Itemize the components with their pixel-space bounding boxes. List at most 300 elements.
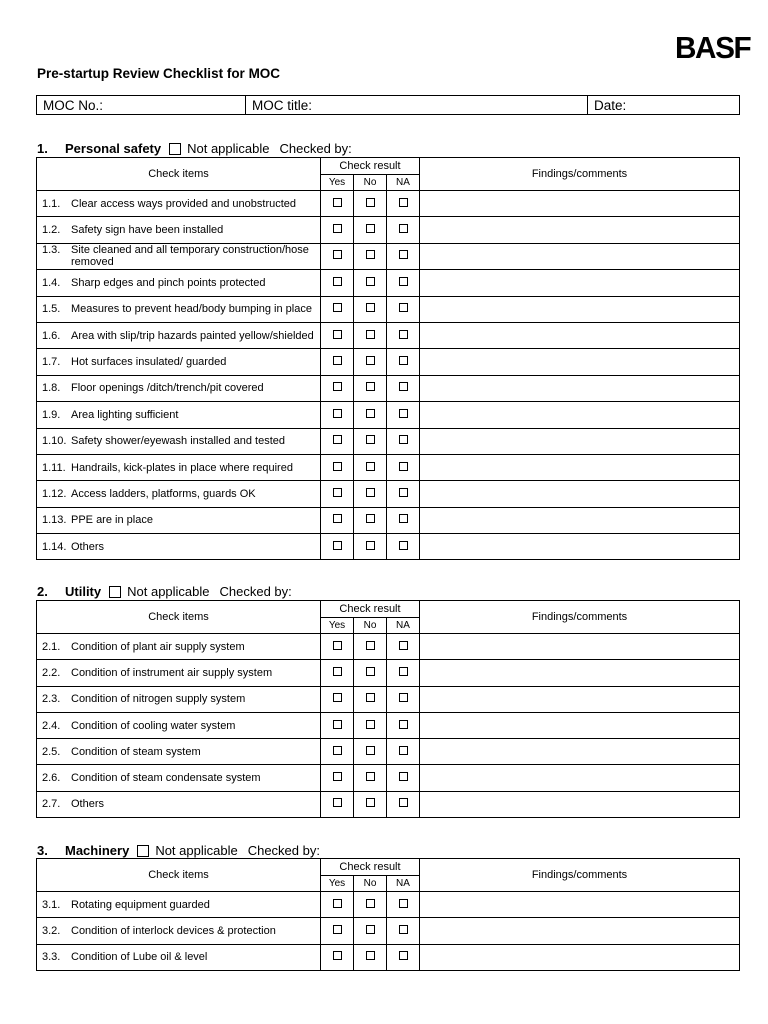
yes-checkbox[interactable]	[333, 641, 342, 650]
findings-comment-field[interactable]	[420, 402, 740, 428]
findings-comment-field[interactable]	[420, 660, 740, 686]
check-item	[42, 435, 316, 447]
no-checkbox[interactable]	[366, 925, 375, 934]
check-item	[42, 925, 316, 937]
na-checkbox-cell	[387, 270, 420, 296]
table-row	[37, 454, 740, 480]
check-result-header: Check result	[321, 859, 420, 876]
check-item	[42, 772, 316, 784]
no-checkbox[interactable]	[366, 303, 375, 312]
not-applicable-checkbox[interactable]	[169, 143, 181, 155]
moc-date-field[interactable]: Date:	[588, 96, 740, 115]
section-name: Personal safety	[65, 141, 162, 156]
section-name: Machinery	[65, 843, 130, 858]
check-item-text: Condition of steam system	[71, 745, 201, 758]
check-item-number: 2.6.	[42, 772, 61, 785]
check-item-number: 1.4.	[42, 276, 61, 289]
check-item	[42, 382, 316, 394]
check-item-number: 2.1.	[42, 640, 61, 653]
no-checkbox-cell	[354, 322, 387, 348]
check-result-header: Check result	[321, 158, 420, 175]
check-item-cell	[37, 534, 321, 560]
checklist-table-3	[36, 858, 740, 971]
na-checkbox[interactable]	[399, 746, 408, 755]
findings-comment-field[interactable]	[420, 918, 740, 944]
check-item-text: Area with slip/trip hazards painted yellow/shielded	[71, 329, 314, 342]
na-checkbox[interactable]	[399, 409, 408, 418]
check-item-text: Safety sign have been installed	[71, 224, 224, 237]
check-item	[42, 720, 316, 732]
yes-checkbox-cell	[321, 243, 354, 269]
findings-comment-field[interactable]	[420, 296, 740, 322]
findings-comment-field[interactable]	[420, 217, 740, 243]
yes-checkbox-cell	[321, 892, 354, 918]
no-checkbox-cell	[354, 712, 387, 738]
checklist-table-1	[36, 157, 740, 560]
check-item-text: Condition of nitrogen supply system	[71, 693, 246, 706]
yes-checkbox-cell	[321, 454, 354, 480]
yes-checkbox-cell	[321, 270, 354, 296]
check-item-number: 1.8.	[42, 382, 61, 395]
na-checkbox-cell	[387, 507, 420, 533]
yes-checkbox[interactable]	[333, 693, 342, 702]
page-title: Pre-startup Review Checklist for MOC	[37, 66, 281, 81]
table-row	[37, 349, 740, 375]
yes-checkbox[interactable]	[333, 198, 342, 207]
check-item	[42, 409, 316, 421]
check-item-text: Condition of interlock devices & protection	[71, 924, 276, 937]
section-header-3	[37, 843, 320, 858]
na-checkbox-cell	[387, 660, 420, 686]
na-column-header: NA	[387, 618, 420, 634]
table-row	[37, 191, 740, 217]
check-item	[42, 693, 316, 705]
table-row	[37, 481, 740, 507]
no-checkbox-cell	[354, 243, 387, 269]
checked-by-label: Checked by:	[219, 584, 292, 599]
table-row	[37, 765, 740, 791]
no-checkbox[interactable]	[366, 198, 375, 207]
table-row	[37, 375, 740, 401]
no-checkbox[interactable]	[366, 488, 375, 497]
table-row	[37, 507, 740, 533]
yes-checkbox-cell	[321, 660, 354, 686]
na-checkbox[interactable]	[399, 514, 408, 523]
check-item-cell	[37, 349, 321, 375]
check-item-text: Rotating equipment guarded	[71, 898, 210, 911]
findings-comment-field[interactable]	[420, 454, 740, 480]
check-item-cell	[37, 481, 321, 507]
na-checkbox-cell	[387, 481, 420, 507]
check-item-number: 1.3.	[42, 244, 61, 257]
check-item-number: 1.6.	[42, 329, 61, 342]
findings-comment-field[interactable]	[420, 507, 740, 533]
findings-header: Findings/comments	[420, 859, 740, 892]
na-checkbox[interactable]	[399, 641, 408, 650]
yes-checkbox[interactable]	[333, 488, 342, 497]
na-checkbox-cell	[387, 243, 420, 269]
na-checkbox[interactable]	[399, 435, 408, 444]
moc-number-field[interactable]: MOC No.:	[37, 96, 246, 115]
yes-checkbox[interactable]	[333, 277, 342, 286]
na-checkbox-cell	[387, 944, 420, 970]
check-item-cell	[37, 296, 321, 322]
yes-checkbox-cell	[321, 918, 354, 944]
no-checkbox[interactable]	[366, 382, 375, 391]
yes-checkbox[interactable]	[333, 303, 342, 312]
na-checkbox-cell	[387, 892, 420, 918]
yes-checkbox-cell	[321, 944, 354, 970]
no-column-header: No	[354, 618, 387, 634]
findings-comment-field[interactable]	[420, 349, 740, 375]
no-checkbox[interactable]	[366, 356, 375, 365]
na-checkbox-cell	[387, 534, 420, 560]
na-checkbox[interactable]	[399, 772, 408, 781]
na-checkbox[interactable]	[399, 488, 408, 497]
no-checkbox[interactable]	[366, 514, 375, 523]
no-checkbox[interactable]	[366, 462, 375, 471]
check-item-text: Condition of cooling water system	[71, 719, 236, 732]
checked-by-label: Checked by:	[247, 843, 320, 858]
na-checkbox-cell	[387, 296, 420, 322]
na-checkbox[interactable]	[399, 356, 408, 365]
section-name: Utility	[65, 584, 102, 599]
table-row	[37, 243, 740, 269]
no-checkbox-cell	[354, 375, 387, 401]
no-checkbox[interactable]	[366, 798, 375, 807]
findings-comment-field[interactable]	[420, 322, 740, 348]
check-item	[42, 244, 316, 268]
check-item-number: 2.2.	[42, 666, 61, 679]
findings-comment-field[interactable]	[420, 428, 740, 454]
na-checkbox[interactable]	[399, 693, 408, 702]
no-checkbox-cell	[354, 454, 387, 480]
check-item-cell	[37, 322, 321, 348]
no-checkbox-cell	[354, 191, 387, 217]
no-checkbox-cell	[354, 270, 387, 296]
check-item-cell	[37, 375, 321, 401]
check-item-cell	[37, 739, 321, 765]
findings-comment-field[interactable]	[420, 481, 740, 507]
yes-checkbox[interactable]	[333, 250, 342, 259]
table-header-row	[37, 158, 740, 175]
yes-checkbox[interactable]	[333, 667, 342, 676]
yes-checkbox-cell	[321, 765, 354, 791]
no-checkbox-cell	[354, 686, 387, 712]
findings-comment-field[interactable]	[420, 791, 740, 817]
check-item-number: 3.2.	[42, 924, 61, 937]
table-row	[37, 428, 740, 454]
yes-checkbox[interactable]	[333, 772, 342, 781]
checklist-table-2	[36, 600, 740, 818]
na-checkbox-cell	[387, 191, 420, 217]
no-checkbox-cell	[354, 765, 387, 791]
moc-title-field[interactable]: MOC title:	[246, 96, 588, 115]
check-item-cell	[37, 428, 321, 454]
yes-checkbox[interactable]	[333, 951, 342, 960]
findings-comment-field[interactable]	[420, 634, 740, 660]
check-item-number: 3.3.	[42, 951, 61, 964]
check-item	[42, 746, 316, 758]
check-item	[42, 198, 316, 210]
check-item	[42, 224, 316, 236]
table-row	[37, 686, 740, 712]
check-item-number: 2.7.	[42, 798, 61, 811]
check-item-number: 1.12.	[42, 487, 67, 500]
na-checkbox[interactable]	[399, 951, 408, 960]
check-item-text: Hot surfaces insulated/ guarded	[71, 356, 227, 369]
yes-checkbox-cell	[321, 322, 354, 348]
check-item-cell	[37, 634, 321, 660]
check-item	[42, 303, 316, 315]
na-checkbox[interactable]	[399, 541, 408, 550]
check-item-number: 1.1.	[42, 197, 61, 210]
check-items-header: Check items	[37, 859, 321, 892]
check-item-text: Clear access ways provided and unobstructed	[71, 197, 297, 210]
yes-checkbox-cell	[321, 402, 354, 428]
na-checkbox[interactable]	[399, 462, 408, 471]
check-item-cell	[37, 507, 321, 533]
check-items-header: Check items	[37, 158, 321, 191]
not-applicable-checkbox[interactable]	[137, 845, 149, 857]
section-number: 3.	[37, 843, 48, 858]
yes-checkbox[interactable]	[333, 356, 342, 365]
table-row	[37, 322, 740, 348]
findings-comment-field[interactable]	[420, 712, 740, 738]
check-item	[42, 462, 316, 474]
findings-comment-field[interactable]	[420, 243, 740, 269]
no-checkbox[interactable]	[366, 746, 375, 755]
not-applicable-label: Not applicable	[155, 843, 238, 858]
no-checkbox-cell	[354, 944, 387, 970]
findings-header: Findings/comments	[420, 601, 740, 634]
no-checkbox-cell	[354, 892, 387, 918]
na-checkbox-cell	[387, 322, 420, 348]
check-item-number: 1.13.	[42, 514, 67, 527]
na-checkbox-cell	[387, 454, 420, 480]
moc-info-table	[36, 95, 740, 115]
table-row	[37, 918, 740, 944]
findings-comment-field[interactable]	[420, 686, 740, 712]
no-checkbox-cell	[354, 634, 387, 660]
section-number: 2.	[37, 584, 48, 599]
check-item-cell	[37, 765, 321, 791]
check-item	[42, 356, 316, 368]
check-item-cell	[37, 660, 321, 686]
check-item-cell	[37, 892, 321, 918]
yes-checkbox-cell	[321, 739, 354, 765]
check-item-cell	[37, 454, 321, 480]
check-item-cell	[37, 686, 321, 712]
yes-checkbox[interactable]	[333, 720, 342, 729]
na-checkbox-cell	[387, 686, 420, 712]
table-row	[37, 712, 740, 738]
findings-comment-field[interactable]	[420, 270, 740, 296]
no-column-header: No	[354, 175, 387, 191]
check-item-cell	[37, 918, 321, 944]
table-row	[37, 634, 740, 660]
findings-header: Findings/comments	[420, 158, 740, 191]
no-checkbox[interactable]	[366, 435, 375, 444]
no-checkbox-cell	[354, 296, 387, 322]
no-checkbox-cell	[354, 428, 387, 454]
na-checkbox-cell	[387, 791, 420, 817]
no-checkbox[interactable]	[366, 720, 375, 729]
yes-checkbox[interactable]	[333, 541, 342, 550]
table-row	[37, 296, 740, 322]
na-checkbox[interactable]	[399, 198, 408, 207]
table-row	[37, 270, 740, 296]
check-item-text: Site cleaned and all temporary construction/hose removed	[71, 244, 309, 269]
table-row	[37, 944, 740, 970]
check-item-text: Condition of plant air supply system	[71, 640, 245, 653]
yes-checkbox-cell	[321, 296, 354, 322]
check-item-text: Sharp edges and pinch points protected	[71, 276, 266, 289]
yes-checkbox-cell	[321, 375, 354, 401]
na-checkbox[interactable]	[399, 250, 408, 259]
yes-checkbox-cell	[321, 791, 354, 817]
table-row	[37, 892, 740, 918]
not-applicable-label: Not applicable	[127, 584, 210, 599]
yes-column-header: Yes	[321, 175, 354, 191]
table-row	[37, 217, 740, 243]
findings-comment-field[interactable]	[420, 534, 740, 560]
table-row	[37, 739, 740, 765]
no-checkbox[interactable]	[366, 641, 375, 650]
na-checkbox[interactable]	[399, 720, 408, 729]
na-checkbox-cell	[387, 765, 420, 791]
check-result-header: Check result	[321, 601, 420, 618]
check-item-text: PPE are in place	[71, 514, 153, 527]
no-checkbox-cell	[354, 507, 387, 533]
yes-checkbox-cell	[321, 428, 354, 454]
section-header-1	[37, 141, 352, 156]
check-item-cell	[37, 712, 321, 738]
check-item-cell	[37, 944, 321, 970]
check-item	[42, 899, 316, 911]
na-checkbox[interactable]	[399, 925, 408, 934]
no-checkbox[interactable]	[366, 951, 375, 960]
yes-checkbox[interactable]	[333, 462, 342, 471]
na-checkbox-cell	[387, 428, 420, 454]
na-checkbox-cell	[387, 375, 420, 401]
findings-comment-field[interactable]	[420, 191, 740, 217]
findings-comment-field[interactable]	[420, 739, 740, 765]
check-item-text: Floor openings /ditch/trench/pit covered	[71, 382, 264, 395]
no-column-header: No	[354, 876, 387, 892]
yes-checkbox-cell	[321, 191, 354, 217]
no-checkbox[interactable]	[366, 772, 375, 781]
na-column-header: NA	[387, 175, 420, 191]
na-checkbox-cell	[387, 217, 420, 243]
no-checkbox[interactable]	[366, 250, 375, 259]
not-applicable-checkbox[interactable]	[109, 586, 121, 598]
check-item-text: Measures to prevent head/body bumping in place	[71, 303, 312, 316]
no-checkbox[interactable]	[366, 409, 375, 418]
check-item-number: 3.1.	[42, 898, 61, 911]
yes-checkbox[interactable]	[333, 382, 342, 391]
yes-checkbox-cell	[321, 534, 354, 560]
na-checkbox-cell	[387, 634, 420, 660]
check-item-cell	[37, 191, 321, 217]
check-item-text: Condition of Lube oil & level	[71, 951, 208, 964]
yes-checkbox[interactable]	[333, 224, 342, 233]
table-row	[37, 402, 740, 428]
no-checkbox[interactable]	[366, 330, 375, 339]
yes-checkbox[interactable]	[333, 746, 342, 755]
check-item-cell	[37, 402, 321, 428]
yes-checkbox[interactable]	[333, 435, 342, 444]
na-checkbox[interactable]	[399, 667, 408, 676]
check-item-cell	[37, 243, 321, 269]
no-checkbox[interactable]	[366, 224, 375, 233]
check-item-text: Area lighting sufficient	[71, 408, 179, 421]
check-item-number: 1.11.	[42, 461, 66, 474]
no-checkbox-cell	[354, 481, 387, 507]
yes-checkbox[interactable]	[333, 409, 342, 418]
yes-checkbox[interactable]	[333, 798, 342, 807]
no-checkbox-cell	[354, 660, 387, 686]
na-checkbox[interactable]	[399, 382, 408, 391]
findings-comment-field[interactable]	[420, 765, 740, 791]
check-item	[42, 641, 316, 653]
table-header-row	[37, 601, 740, 618]
findings-comment-field[interactable]	[420, 375, 740, 401]
yes-checkbox-cell	[321, 686, 354, 712]
na-checkbox[interactable]	[399, 899, 408, 908]
section-header-2	[37, 584, 292, 599]
check-item	[42, 330, 316, 342]
yes-checkbox[interactable]	[333, 925, 342, 934]
na-checkbox-cell	[387, 349, 420, 375]
na-checkbox[interactable]	[399, 798, 408, 807]
yes-column-header: Yes	[321, 618, 354, 634]
yes-checkbox-cell	[321, 349, 354, 375]
table-row	[37, 660, 740, 686]
check-item	[42, 277, 316, 289]
na-checkbox[interactable]	[399, 330, 408, 339]
check-item-number: 2.4.	[42, 719, 61, 732]
no-checkbox[interactable]	[366, 277, 375, 286]
no-checkbox[interactable]	[366, 667, 375, 676]
na-checkbox[interactable]	[399, 303, 408, 312]
na-checkbox[interactable]	[399, 224, 408, 233]
no-checkbox-cell	[354, 791, 387, 817]
yes-checkbox-cell	[321, 634, 354, 660]
check-item	[42, 667, 316, 679]
check-item	[42, 488, 316, 500]
no-checkbox[interactable]	[366, 693, 375, 702]
check-item-text: Handrails, kick-plates in place where required	[71, 461, 293, 474]
findings-comment-field[interactable]	[420, 892, 740, 918]
check-item-cell	[37, 270, 321, 296]
yes-checkbox[interactable]	[333, 330, 342, 339]
na-checkbox[interactable]	[399, 277, 408, 286]
checked-by-label: Checked by:	[279, 141, 352, 156]
no-checkbox[interactable]	[366, 541, 375, 550]
check-item-text: Safety shower/eyewash installed and tested	[71, 435, 286, 448]
yes-checkbox[interactable]	[333, 514, 342, 523]
yes-checkbox[interactable]	[333, 899, 342, 908]
table-row	[37, 534, 740, 560]
findings-comment-field[interactable]	[420, 944, 740, 970]
check-item-number: 1.9.	[42, 408, 61, 421]
na-checkbox-cell	[387, 918, 420, 944]
no-checkbox[interactable]	[366, 899, 375, 908]
check-item-number: 1.10.	[42, 435, 67, 448]
check-item	[42, 798, 316, 810]
na-column-header: NA	[387, 876, 420, 892]
